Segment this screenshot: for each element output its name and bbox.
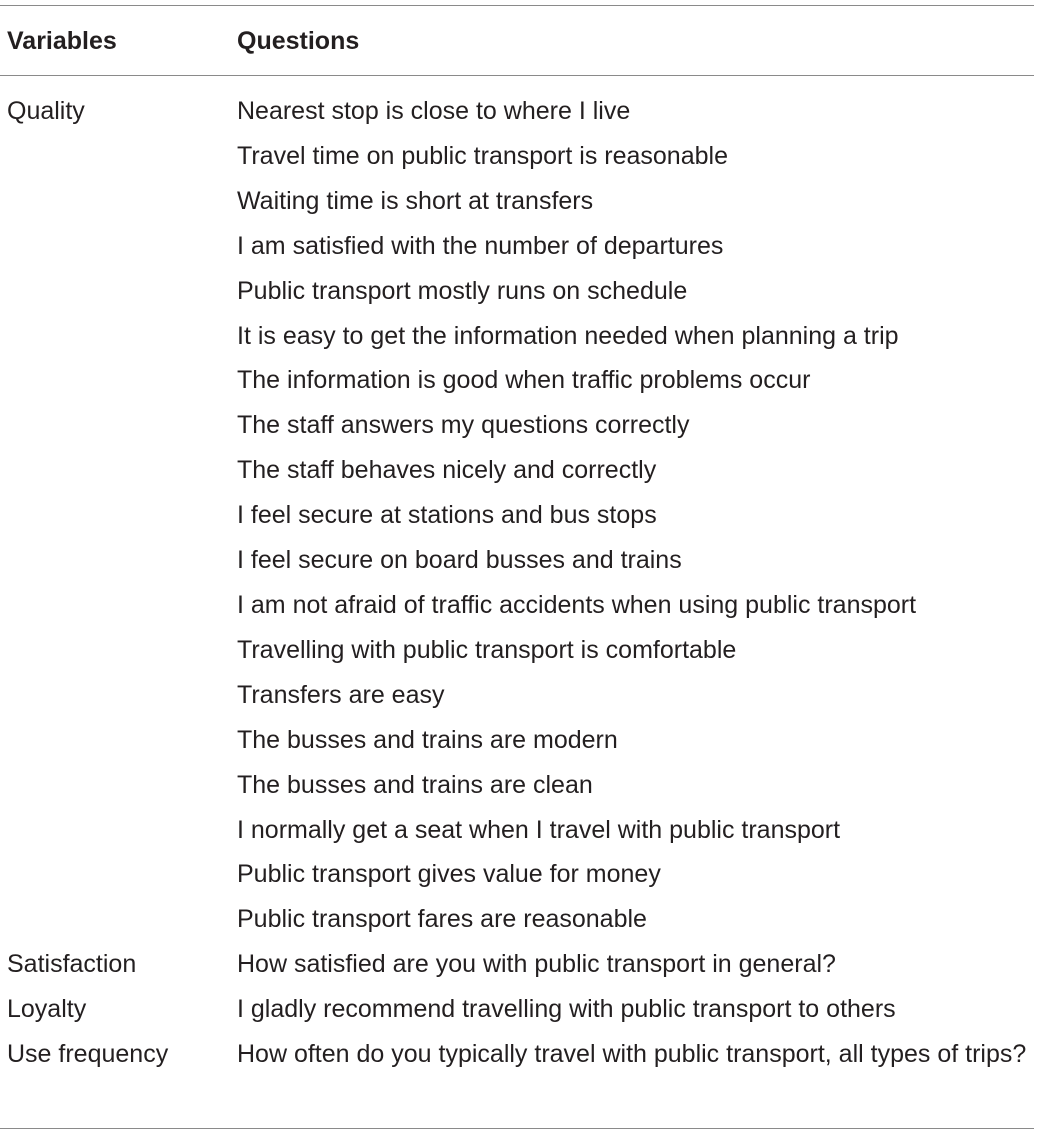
question-cell: The staff answers my questions correctly: [237, 411, 690, 440]
table-row: [0, 134, 1034, 179]
table-row: [0, 942, 1034, 987]
table-bottom-rule: [0, 1128, 1034, 1129]
variable-cell: Quality: [7, 97, 85, 125]
table-row: [0, 89, 1034, 134]
question-cell: The information is good when traffic problems occur: [237, 366, 811, 395]
header-questions: Questions: [237, 27, 360, 55]
question-cell: It is easy to get the information needed when planning a trip: [237, 321, 899, 350]
table-row: [0, 852, 1034, 897]
question-cell: How often do you typically travel with public transport, all types of trips?: [237, 1040, 1027, 1069]
question-cell: Public transport mostly runs on schedule: [237, 276, 688, 305]
table-row: [0, 358, 1034, 403]
question-cell: Public transport fares are reasonable: [237, 905, 647, 934]
table-row: [0, 403, 1034, 448]
question-cell: Nearest stop is close to where I live: [237, 97, 631, 125]
variable-cell: Loyalty: [7, 995, 87, 1024]
table-row: [0, 1032, 1034, 1080]
table-row: [0, 269, 1034, 314]
variable-cell: Satisfaction: [7, 950, 137, 979]
question-cell: Public transport gives value for money: [237, 860, 661, 889]
question-cell: I am satisfied with the number of departures: [237, 231, 724, 260]
table-row: [0, 673, 1034, 718]
table-row: [0, 448, 1034, 493]
table-row: [0, 179, 1034, 224]
table-row: [0, 987, 1034, 1032]
table-top-rule: [0, 5, 1034, 6]
question-cell: The busses and trains are modern: [237, 725, 618, 754]
table-row: [0, 314, 1034, 359]
table-row: [0, 224, 1034, 269]
question-cell: The staff behaves nicely and correctly: [237, 456, 657, 485]
table-header-row: [0, 23, 1034, 59]
question-cell: I am not afraid of traffic accidents when using public transport: [237, 590, 917, 619]
table-row: [0, 897, 1034, 942]
question-cell: I feel secure on board busses and trains: [237, 546, 682, 575]
question-cell: The busses and trains are clean: [237, 770, 593, 799]
header-variables: Variables: [7, 27, 117, 55]
question-cell: Travel time on public transport is reasonable: [237, 141, 728, 170]
table-body: [0, 89, 1034, 1080]
table-row: [0, 583, 1034, 628]
table-row: [0, 718, 1034, 763]
table-row: [0, 493, 1034, 538]
question-cell: Transfers are easy: [237, 680, 445, 709]
question-cell: Travelling with public transport is comfortable: [237, 635, 737, 664]
question-cell: I normally get a seat when I travel with public transport: [237, 815, 841, 844]
question-cell: I feel secure at stations and bus stops: [237, 501, 657, 530]
table-row: [0, 808, 1034, 853]
table-row: [0, 763, 1034, 808]
question-cell: How satisfied are you with public transport in general?: [237, 950, 836, 979]
variable-cell: Use frequency: [7, 1040, 169, 1069]
question-cell: I gladly recommend travelling with public transport to others: [237, 995, 896, 1024]
table-header-rule: [0, 75, 1034, 76]
question-cell: Waiting time is short at transfers: [237, 186, 594, 215]
table-row: [0, 628, 1034, 673]
table-row: [0, 538, 1034, 583]
